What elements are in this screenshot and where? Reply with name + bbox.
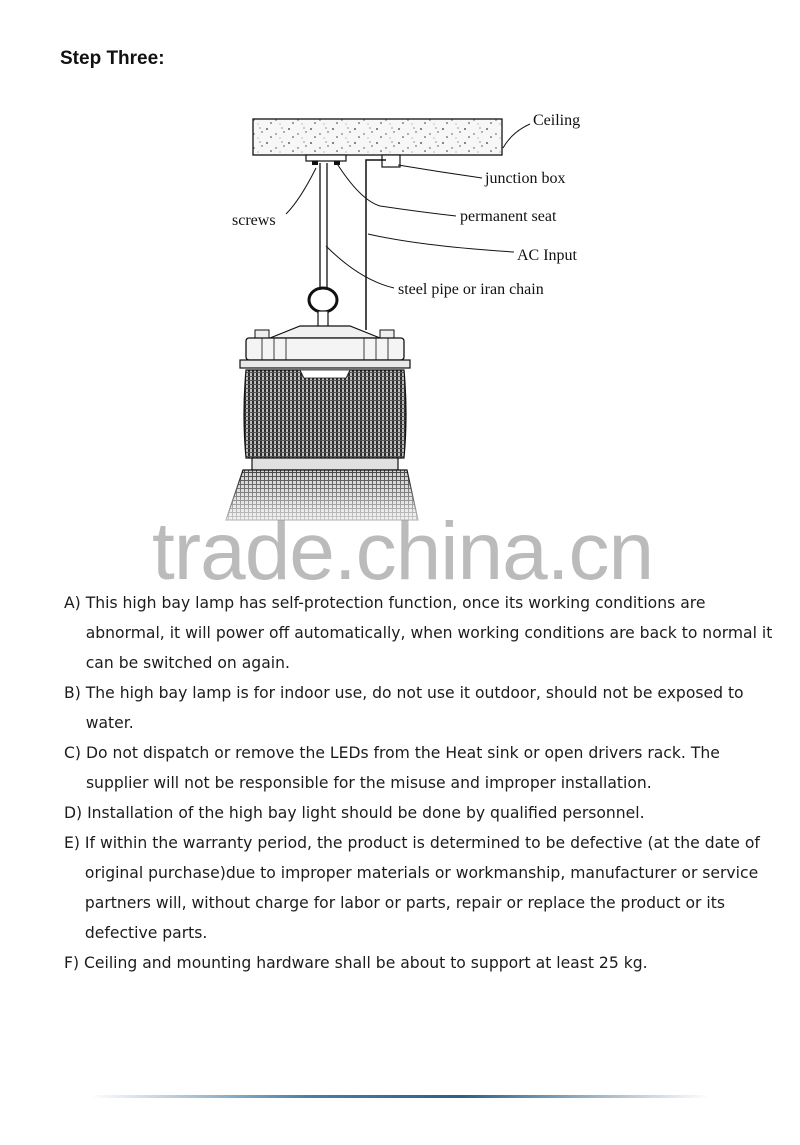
- note-text: If within the warranty period, the product is determined to be defective (at the date of original purchase)due to improper materials or workmanship, manufacturer or service partners will, without charge for labor or parts, repair or replace the product or its defective parts.: [84, 834, 760, 942]
- list-item: [64, 738, 774, 798]
- list-item: [64, 798, 774, 828]
- note-marker: D): [64, 804, 88, 822]
- note-text: Do not dispatch or remove the LEDs from the Heat sink or open drivers rack. The supplier will not be responsible for the misuse and improper installation.: [85, 744, 720, 792]
- footer-divider: [90, 1095, 710, 1098]
- note-marker: C): [64, 744, 86, 762]
- list-item: [64, 948, 774, 978]
- label-steel-pipe: steel pipe or iran chain: [398, 281, 544, 298]
- note-text: This high bay lamp has self-protection function, once its working conditions are abnormal, it will power off automatically, when working conditions are back to normal it can be switched on again.: [85, 594, 773, 672]
- note-marker: A): [64, 594, 86, 612]
- steel-pipe: [309, 163, 337, 329]
- label-screws: screws: [232, 212, 276, 229]
- ac-input-cable: [366, 160, 386, 330]
- note-text: The high bay lamp is for indoor use, do not use it outdoor, should not be exposed to water.: [85, 684, 744, 732]
- note-marker: B): [64, 684, 86, 702]
- junction-box: [382, 155, 400, 167]
- permanent-seat: [306, 155, 346, 165]
- label-ac-input: AC Input: [517, 247, 577, 264]
- note-text: Installation of the high bay light should be done by qualified personnel.: [87, 804, 645, 822]
- page-title: Step Three:: [60, 48, 165, 69]
- label-permanent-seat: permanent seat: [460, 208, 557, 225]
- label-junction-box: junction box: [485, 170, 566, 187]
- ceiling-slab: [253, 119, 502, 155]
- lamp-body: [222, 326, 422, 532]
- note-marker: E): [64, 834, 85, 852]
- note-text: Ceiling and mounting hardware shall be about to support at least 25 kg.: [84, 954, 648, 972]
- list-item: [64, 588, 774, 678]
- watermark: trade.china.cn: [152, 506, 654, 597]
- label-ceiling: Ceiling: [533, 112, 581, 129]
- list-item: [64, 828, 774, 948]
- list-item: [64, 678, 774, 738]
- safety-notes-list: [64, 588, 774, 978]
- note-marker: F): [64, 954, 85, 972]
